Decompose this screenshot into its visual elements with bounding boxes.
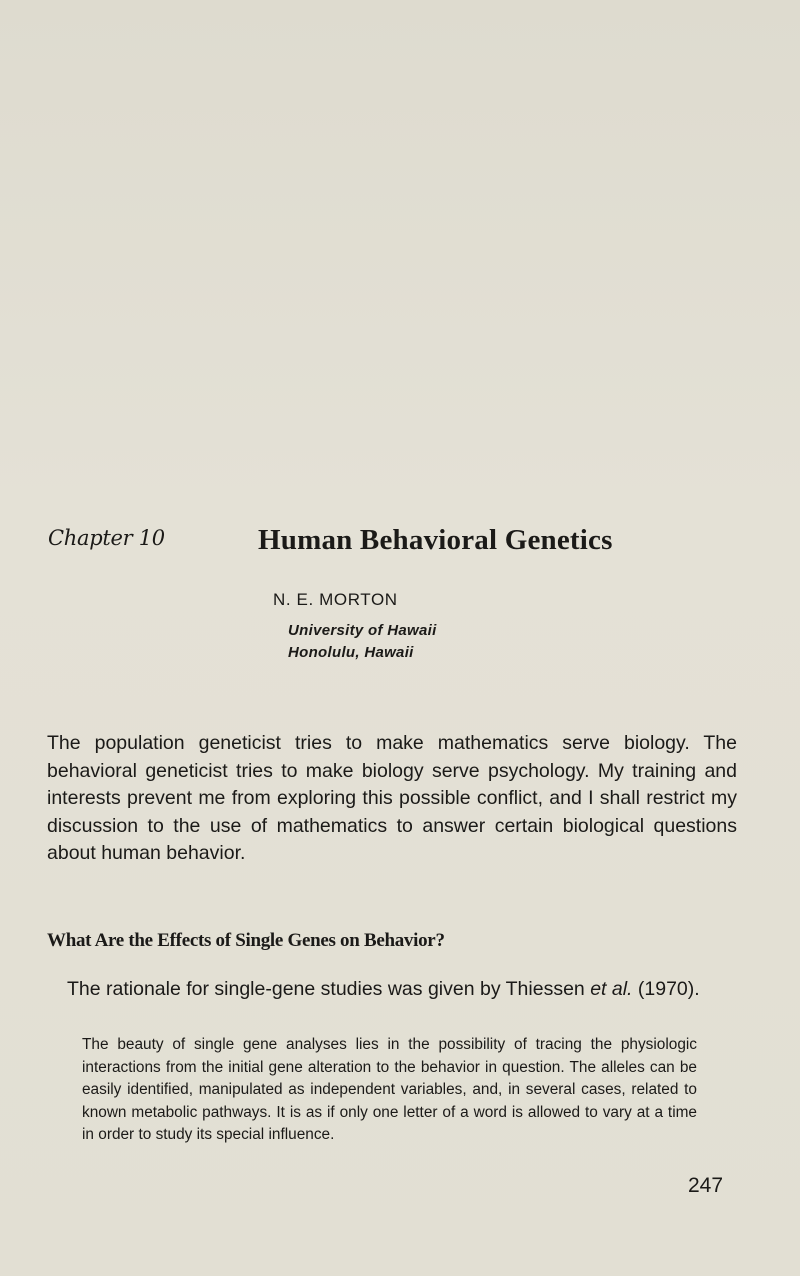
author-affiliation-institution: University of Hawaii [288, 622, 437, 639]
author-affiliation-location: Honolulu, Hawaii [288, 644, 414, 661]
rationale-text-start: The rationale for single-gene studies was given by Thiessen [67, 978, 591, 1000]
intro-paragraph: The population geneticist tries to make mathematics serve biology. The behavioral geneticist tries to make biology serve psychology. My training and interests prevent me from exploring this possible conflict, and I shall restrict my discussion to the use of mathematics to answer certain biological questions about human behavior. [47, 732, 737, 864]
page-number: 247 [688, 1174, 724, 1197]
section-heading: What Are the Effects of Single Genes on Behavior? [47, 930, 445, 951]
chapter-label: Chapter 10 [48, 526, 165, 550]
rationale-citation-italic: et al. [590, 978, 633, 1000]
rationale-paragraph [67, 978, 700, 1001]
rationale-text-end: (1970). [632, 978, 700, 1000]
chapter-title: Human Behavioral Genetics [258, 524, 613, 556]
author-name: N. E. MORTON [273, 590, 398, 609]
block-quote: The beauty of single gene analyses lies in the possibility of tracing the physiologic interactions from the initial gene alteration to the behavior in question. The alleles can be easily identified, manipulated as independent variables, and, in several cases, related to known metabolic pathways. It is as if only one letter of a word is allowed to vary at a time in order to study its special influence. [82, 1036, 697, 1143]
